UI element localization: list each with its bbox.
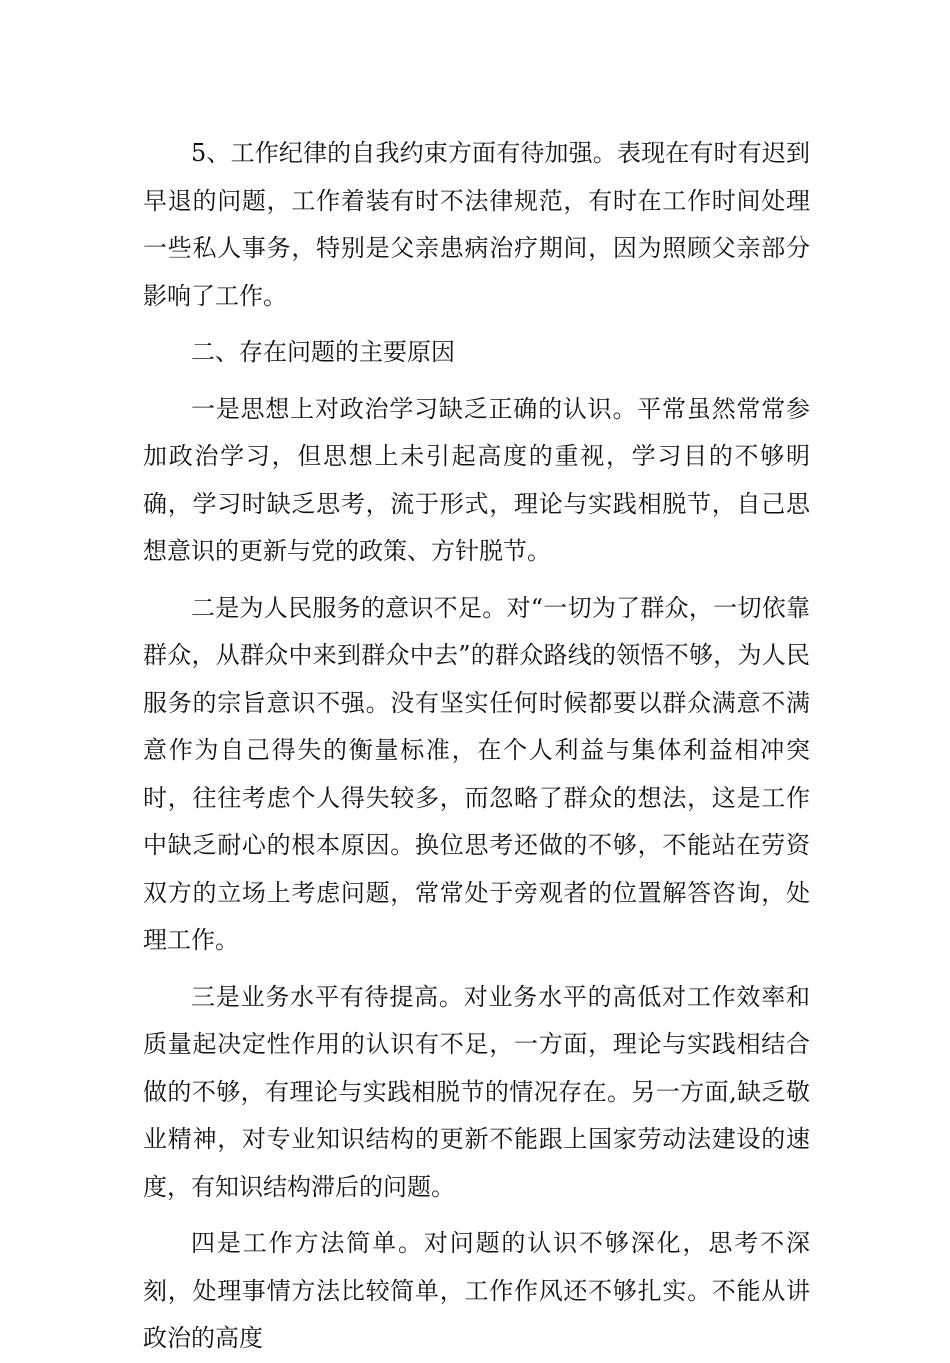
paragraph-political-study: 一是思想上对政治学习缺乏正确的认识。平常虽然常常参加政治学习，但思想上未引起高度的重视，学习目的不够明确，学习时缺乏思考，流于形式，理论与实践相脱节，自己思想意识的更新与党的政策、方针脱节。 <box>143 394 810 565</box>
section-heading-main-causes: 二、存在问题的主要原因 <box>191 338 455 366</box>
paragraph-work-methods: 四是工作方法简单。对问题的认识不够深化，思考不深刻，处理事情方法比较简单，工作作风还不够扎实。不能从讲政治的高度 <box>143 1229 810 1352</box>
paragraph-serving-people: 二是为人民服务的意识不足。对“一切为了群众，一切依靠群众，从群众中来到群众中去”的群众路线的领悟不够，为人民服务的宗旨意识不强。没有坚实任何时候都要以群众满意不满意作为自己得失的衡量标准，在个人利益与集体利益相冲突时，往往考虑个人得失较多，而忽略了群众的想法，这是工作中缺乏耐心的根本原因。换位思考还做的不够，不能站在劳资双方的立场上考虑问题，常常处于旁观者的位置解答咨询，处理工作。 <box>143 593 810 954</box>
paragraph-professional-level: 三是业务水平有待提高。对业务水平的高低对工作效率和质量起决定性作用的认识有不足，一方面，理论与实践相结合做的不够，有理论与实践相脱节的情况存在。另一方面,缺乏敬业精神，对专业知识结构的更新不能跟上国家劳动法建设的速度，有知识结构滞后的问题。 <box>143 982 810 1201</box>
document-body <box>143 130 810 1363</box>
paragraph-work-discipline: 5、工作纪律的自我约束方面有待加强。表现在有时有迟到早退的问题，工作着装有时不法律规范，有时在工作时间处理一些私人事务，特别是父亲患病治疗期间，因为照顾父亲部分影响了工作。 <box>143 139 810 310</box>
